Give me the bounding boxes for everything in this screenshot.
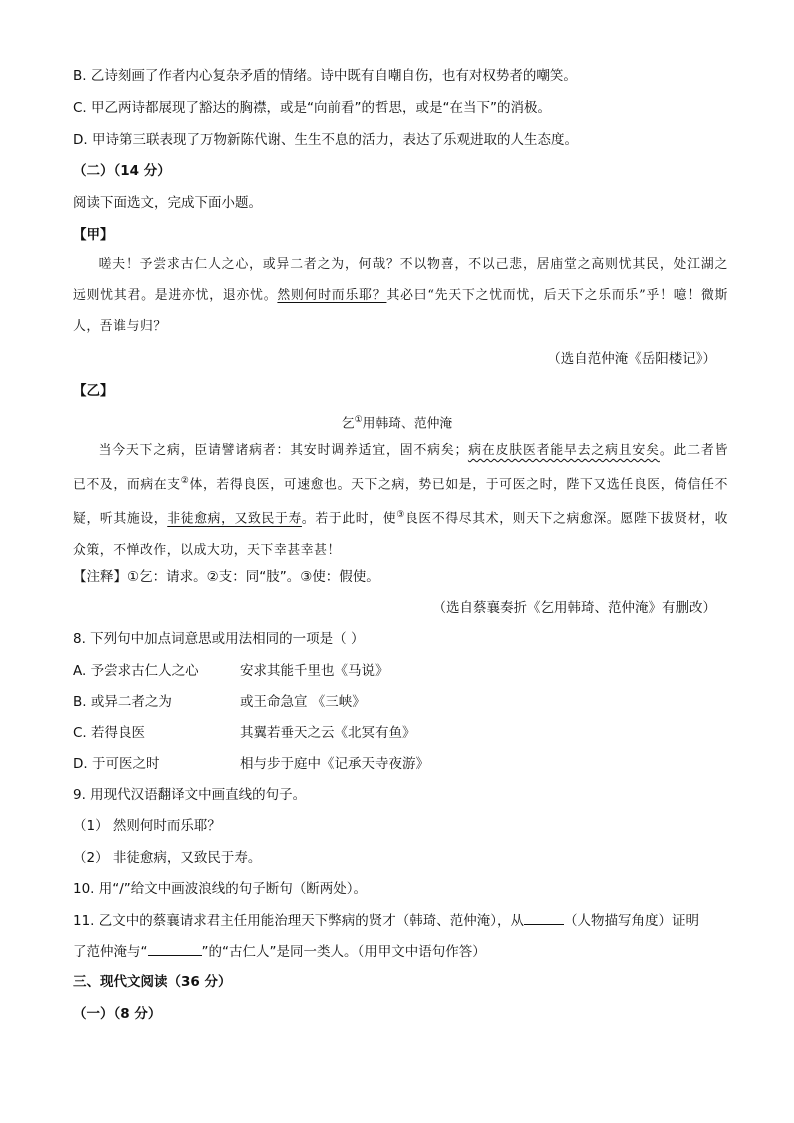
q8-option-a-right: 安求其能千里也《马说》: [240, 663, 389, 679]
yi-title: [0, 410, 794, 434]
jia-label: 【甲】: [73, 227, 114, 243]
yi-text-1: 当今天下之病，臣请譬诸病者：其安时调养适宜，固不病矣；: [98, 443, 468, 458]
note-mark-3: ③: [396, 510, 405, 521]
q8-option-d-right: 相与步于庭中《记承天寺夜游》: [240, 756, 429, 772]
yi-underlined-sentence: 非徒愈病，又致民于寿: [167, 511, 302, 527]
instruction: 阅读下面选文，完成下面小题。: [73, 195, 262, 211]
yi-label: 【乙】: [73, 383, 114, 399]
yi-text-3: 体，若得良医，可速愈也。天下之病，势已如是，于可医之时，陛下又选任良医，倚信任不疑，听其施设，: [73, 477, 729, 527]
jia-underlined-sentence: 然则何时而乐耶？: [277, 288, 387, 303]
yi-source: （选自蔡襄奏折《乞用韩琦、范仲淹》有删改）: [432, 600, 716, 616]
q10-stem: 10. 用“/”给文中画波浪线的句子断句（断两处）。: [73, 881, 368, 897]
q8-option-c-right: 其翼若垂天之云《北冥有鱼》: [240, 725, 416, 741]
q9-stem: 9. 用现代汉语翻译文中画直线的句子。: [73, 787, 307, 803]
yi-wavy-sentence: 病在皮肤医者能早去之病且安矣: [467, 443, 660, 458]
yi-passage: [73, 435, 728, 566]
section3-sub: （一）（8 分）: [73, 1006, 162, 1022]
q9-item-2: （2） 非徒愈病，又致民于寿。: [73, 850, 262, 866]
q8-option-c-left: C. 若得良医: [73, 725, 146, 741]
jia-text-2: 其必曰“先天下之忧而忧，后天下之乐而乐”乎！噫！微斯人，吾谁与归？: [73, 288, 729, 334]
option-b: B. 乙诗刻画了作者内心复杂矛盾的情绪。诗中既有自嘲自伤，也有对权势者的嘲笑。: [73, 68, 577, 84]
jia-passage: [73, 249, 728, 342]
option-c: C. 甲乙两诗都展现了豁达的胸襟，或是“向前看”的哲思，或是“在当下”的消极。: [73, 100, 551, 116]
yi-text-5: 良医不得尽其术，则天下之病愈深。愿陛下拔贤材，收众策，不惮改作，以成大功，天下幸甚幸甚！: [73, 511, 729, 558]
jia-source: （选自范仲淹《岳阳楼记》）: [547, 351, 716, 367]
q11-text-2: （人物描写角度）证明: [564, 913, 700, 929]
q11-blank-2[interactable]: [148, 941, 202, 956]
yi-text-2: 。此二者皆已不及，而病在支: [73, 443, 728, 493]
q11-line-1: [73, 910, 699, 931]
q8-option-d-left: D. 于可医之时: [73, 756, 160, 772]
yi-title-pre: 乞: [341, 416, 355, 432]
note-mark-2: ②: [180, 476, 190, 486]
yi-title-sup: ①: [354, 415, 363, 425]
q8-stem: 8. 下列句中加点词意思或用法相同的一项是（ ）: [73, 631, 365, 647]
q11-blank-1[interactable]: [524, 910, 564, 925]
notes: 【注释】①乞：请求。②支：同“肢”。③使：假使。: [73, 569, 380, 585]
section3-heading: 三、现代文阅读（36 分）: [73, 974, 232, 990]
q11-line-2: [73, 941, 486, 962]
jia-text-1: 嗟夫！予尝求古仁人之心，或异二者之为，何哉？不以物喜，不以己悲，居庙堂之高则忧其民，处江湖之远则忧其君。是进亦忧，退亦忧。: [73, 257, 728, 303]
q8-option-a-left: A. 予尝求古仁人之心: [73, 663, 199, 679]
q8-option-b-right: 或王命急宣 《三峡》: [240, 694, 366, 710]
section2-heading: （二）（14 分）: [73, 163, 171, 179]
q11-text-4: ”的“古仁人”是同一类人。（用甲文中语句作答）: [201, 944, 486, 960]
q11-text-1: 11. 乙文中的蔡襄请求君主任用能治理天下弊病的贤才（韩琦、范仲淹），从: [73, 913, 525, 929]
yi-text-4: 。若于此时，使: [301, 511, 397, 527]
q11-text-3: 了范仲淹与“: [73, 944, 148, 960]
yi-title-post: 用韩琦、范仲淹: [362, 416, 453, 432]
q8-option-b-left: B. 或异二者之为: [73, 694, 172, 710]
option-d: D. 甲诗第三联表现了万物新陈代谢、生生不息的活力，表达了乐观进取的人生态度。: [73, 132, 578, 148]
q9-item-1: （1） 然则何时而乐耶？: [73, 818, 221, 834]
